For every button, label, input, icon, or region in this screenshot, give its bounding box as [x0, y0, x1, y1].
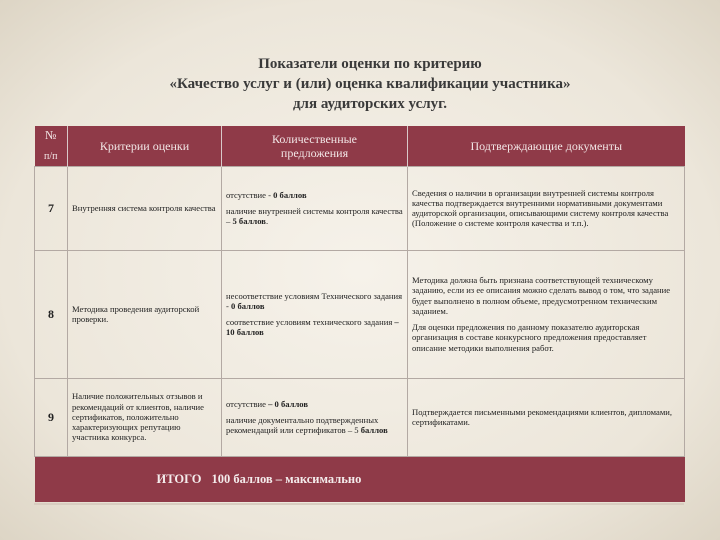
row-num: 7	[35, 166, 68, 250]
row-quantitative	[222, 378, 408, 456]
quantitative-item: наличие документально подтвержденных рекомендаций или сертификатов – 5 баллов	[226, 414, 388, 436]
header-criteria: Критерии оценки	[68, 126, 222, 166]
criteria-table	[34, 126, 685, 502]
title-line-2: «Качество услуг и (или) оценка квалификации участника»	[169, 76, 571, 92]
total-row	[35, 456, 685, 502]
table-row	[35, 166, 685, 250]
header-documents: Подтверждающие документы	[408, 126, 685, 166]
table-row	[35, 378, 685, 456]
row-documents	[408, 166, 685, 250]
header-num-line2: п/п	[44, 150, 58, 162]
quantitative-item: отсутствие – 0 баллов	[226, 398, 309, 409]
page-title	[80, 54, 660, 114]
title-line-1: Показатели оценки по критерию	[258, 56, 482, 72]
total-cell	[35, 456, 685, 502]
table-row	[35, 250, 685, 378]
document-paragraph: Для оценки предложения по данному показателю аудиторская организация в составе конкурсного предложения предоставляет описание методики выполнения работ.	[412, 322, 647, 353]
total-value: 100 баллов – максимально	[211, 472, 362, 487]
document-paragraph: Подтверждается письменными рекомендациями клиентов, дипломами, сертификатами.	[412, 406, 673, 427]
bottom-divider	[34, 503, 684, 505]
header-num-line1: №	[45, 127, 57, 142]
row-quantitative	[222, 250, 408, 378]
quantitative-item: несоответствие условиям Технического задания - 0 баллов	[226, 290, 403, 311]
header-quantitative-line2: предложения	[280, 145, 349, 160]
title-line-3: для аудиторских услуг.	[292, 96, 448, 112]
header-quantitative	[222, 126, 408, 166]
row-quantitative	[222, 166, 408, 250]
row-criterion: Внутренняя система контроля качества	[68, 166, 222, 250]
quantitative-item: наличие внутренней системы контроля качества – 5 баллов.	[226, 205, 403, 227]
row-criterion: Наличие положительных отзывов и рекомендаций от клиентов, наличие сертификатов, положительно характеризующих репутацию участника конкурса.	[68, 378, 222, 456]
quantitative-item: соответствие условиям технического задания – 10 баллов	[226, 317, 399, 338]
total-label: ИТОГО	[156, 472, 202, 487]
row-num: 9	[35, 378, 68, 456]
document-paragraph: Сведения о наличии в организации внутренней системы контроля качества подтверждается внутренними нормативными документами аудиторской организации, описывающими систему контроля качества (Положение о системе контроля качества и т.п.).	[412, 187, 669, 229]
quantitative-item: отсутствие - 0 баллов	[226, 189, 307, 200]
row-criterion: Методика проведения аудиторской проверки.	[68, 250, 222, 378]
header-quantitative-line1: Количественные	[271, 131, 358, 146]
table-header-row	[35, 126, 685, 166]
header-num	[35, 126, 68, 166]
document-paragraph: Методика должна быть признана соответствующей техническому заданию, если из ее описания можно сделать вывод о том, что задание будет выполнено в полном объеме, предусмотренном техническим заданием.	[412, 275, 671, 316]
row-documents	[408, 378, 685, 456]
row-num: 8	[35, 250, 68, 378]
row-documents	[408, 250, 685, 378]
